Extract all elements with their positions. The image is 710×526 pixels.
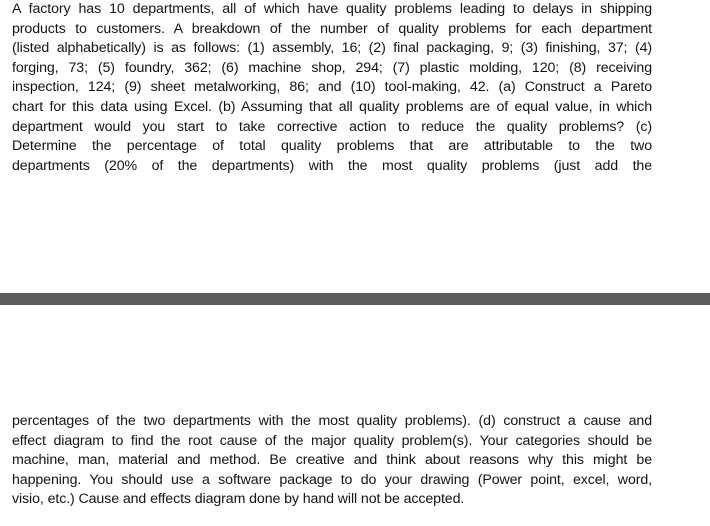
text-line: departments (20% of the departments) with the most quality problems (just add the — [12, 157, 652, 174]
text-line: department would you start to take corrective action to reduce the quality problems? (c) — [12, 118, 652, 135]
text-line: machine, man, material and method. Be creative and think about reasons why this might be — [12, 452, 652, 469]
text-line: Determine the percentage of total quality problems that are attributable to the two — [12, 138, 652, 155]
text-line: visio, etc.) Cause and effects diagram done by hand will not be accepted. — [12, 491, 465, 508]
text-line: chart for this data using Excel. (b) Assuming that all quality problems are of equal value, in which — [12, 98, 652, 115]
question-text-part-2 — [12, 412, 652, 510]
text-line: (listed alphabetically) is as follows: (1) assembly, 16; (2) final packaging, 9; (3) finishing, 37; (4) — [12, 40, 652, 57]
question-text-part-1 — [12, 0, 652, 176]
page-divider — [0, 293, 710, 305]
text-line: forging, 73; (5) foundry, 362; (6) machine shop, 294; (7) plastic molding, 120; (8) receiving — [12, 59, 652, 76]
text-line: inspection, 124; (9) sheet metalworking, 86; and (10) tool-making, 42. (a) Construct a Pareto — [12, 79, 652, 96]
text-line: products to customers. A breakdown of the number of quality problems for each department — [12, 20, 652, 37]
text-line: percentages of the two departments with the most quality problems). (d) construct a cause and — [12, 413, 652, 429]
text-line: A factory has 10 departments, all of which have quality problems leading to delays in shipping — [12, 1, 652, 17]
text-line: effect diagram to find the root cause of the major quality problem(s). Your categories should be — [12, 432, 652, 449]
text-line: happening. You should use a software package to do your drawing (Power point, excel, word, — [12, 471, 652, 488]
